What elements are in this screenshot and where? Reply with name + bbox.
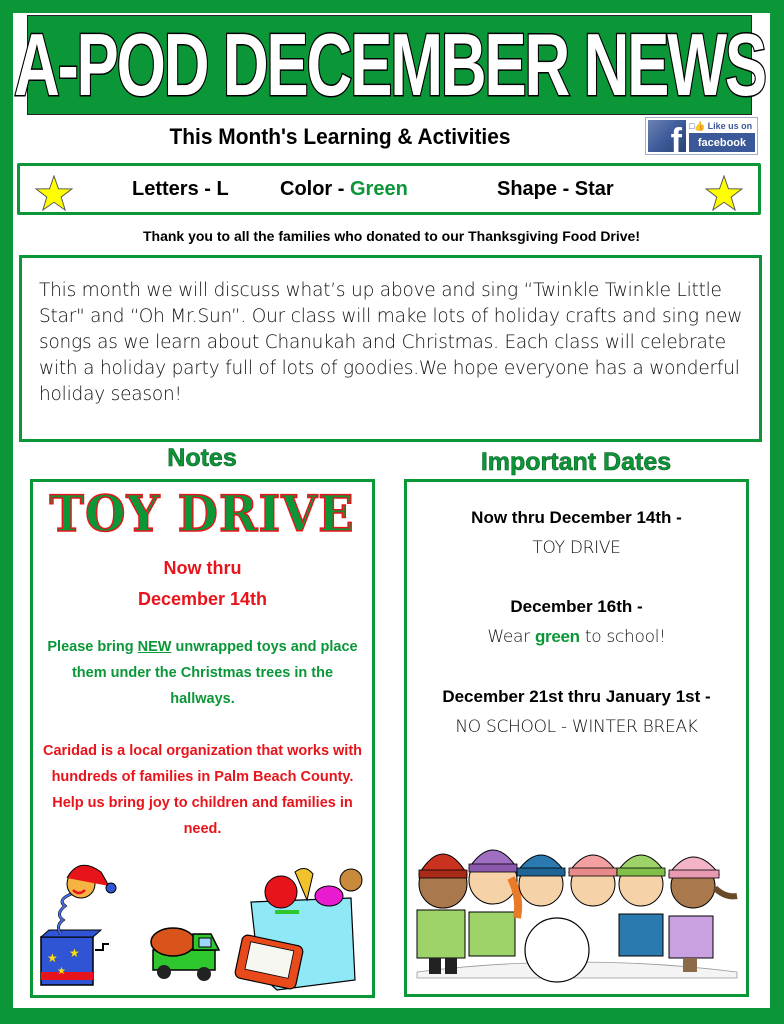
svg-text:★: ★ [47, 951, 58, 965]
theme-letter: Letters - L [132, 178, 229, 200]
emphasis-new: NEW [137, 639, 172, 655]
toy-drive-date-line: Now thru [163, 558, 242, 578]
toy-drive-date-line: December 14th [137, 589, 268, 609]
theme-shape: Shape - Star [497, 178, 614, 200]
date-entry-heading: December 21st thru January 1st - [442, 687, 711, 706]
toy-box-icon [234, 868, 362, 990]
thank-you-note: Thank you to all the families who donated to our Thanksgiving Food Drive! [142, 228, 641, 244]
notes-heading: Notes [167, 444, 237, 472]
date-entry-description: Wear green to school! [487, 627, 666, 647]
intro-section [19, 255, 762, 442]
date-entry-heading: Now thru December 14th - [471, 508, 682, 527]
date-entry-description: TOY DRIVE [532, 538, 621, 558]
emphasis-green: green [534, 627, 580, 646]
theme-color: Color - Green [280, 178, 408, 200]
date-entry-description: NO SCHOOL - WINTER BREAK [455, 717, 698, 737]
facebook-like-label: □👍 Like us on [689, 121, 753, 131]
kids-in-winter-hats-icon [407, 822, 746, 994]
cement-truck-icon [151, 928, 219, 981]
date-entry-heading: December 16th - [510, 597, 643, 616]
thumbs-up-icon: □👍 [689, 121, 706, 131]
toy-drive-title: TOY DRIVE [49, 484, 355, 543]
toy-drive-instructions: Please bring NEW unwrapped toys and place them under the Christmas trees in the hallways. [47, 639, 358, 707]
page-title: A-POD DECEMBER NEWS [14, 15, 766, 114]
svg-text:★: ★ [57, 966, 66, 977]
monthly-theme-bar [17, 163, 761, 215]
important-dates-panel [404, 479, 749, 997]
facebook-brand-label: facebook [689, 133, 755, 152]
organization-description: Caridad is a local organization that works with hundreds of families in Palm Beach County. Help us bring joy to children and families in need. [42, 743, 363, 837]
facebook-like-button[interactable] [645, 117, 758, 155]
star-icon [35, 175, 73, 211]
svg-text:★: ★ [69, 946, 80, 960]
toys-illustration [33, 862, 372, 995]
page-subtitle: This Month's Learning & Activities [169, 124, 511, 149]
title-banner [14, 15, 766, 115]
intro-paragraph: This month we will discuss what’s up above and sing “Twinkle Twinkle Little Star" and “Oh Mr.Sun”. Our class will make lots of holiday crafts and sing new songs as we learn about Chanukah and Christmas. Each class will celebrate with a holiday party full of lots of goodies.We hope everyone has a wonderful holiday season! [39, 280, 743, 405]
facebook-logo-icon: f [648, 120, 686, 152]
star-icon [705, 175, 743, 211]
important-dates-heading: Important Dates [480, 448, 672, 476]
notes-panel [30, 479, 375, 998]
jack-in-the-box-icon [41, 865, 116, 985]
theme-color-value: Green [350, 178, 408, 200]
